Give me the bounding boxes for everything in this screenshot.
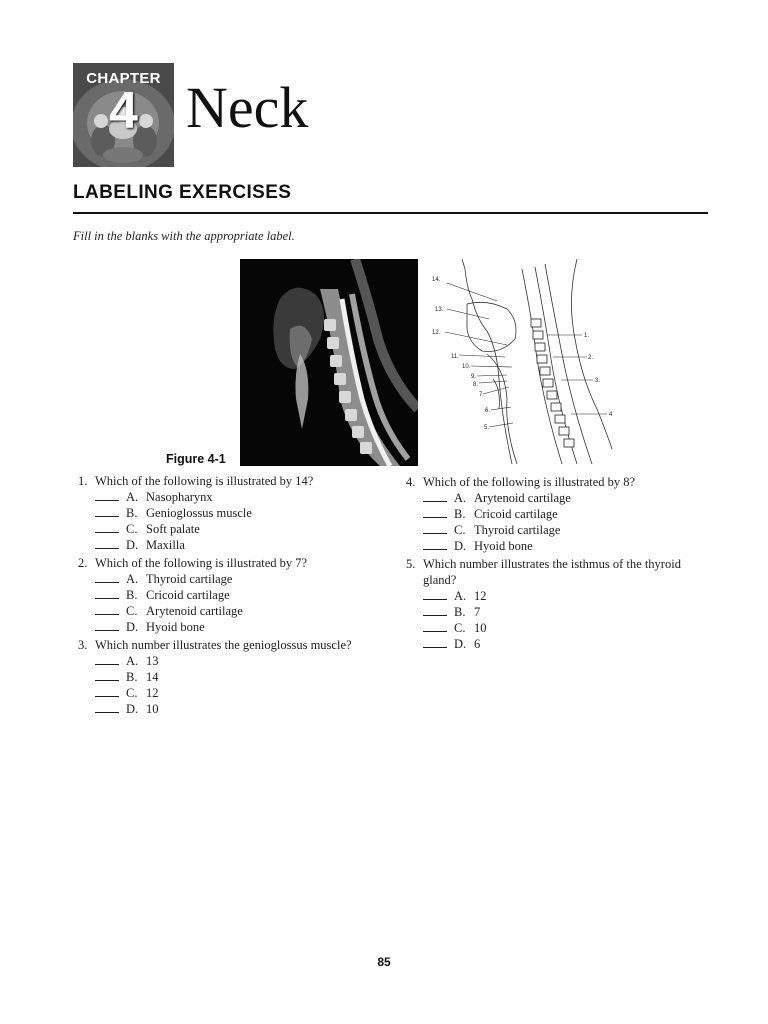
figure-caption: Figure 4-1 xyxy=(166,452,226,466)
questions-right-column xyxy=(406,474,711,654)
answer-option xyxy=(95,505,378,521)
answer-option xyxy=(423,620,711,636)
option-letter: D. xyxy=(454,539,467,553)
answer-blank[interactable] xyxy=(95,619,119,631)
neck-anatomy-diagram xyxy=(427,259,617,469)
answer-option xyxy=(423,522,711,538)
answer-blank[interactable] xyxy=(423,588,447,600)
diagram-label-7: 7. xyxy=(479,392,485,398)
answer-blank[interactable] xyxy=(423,490,447,502)
option-letter: A. xyxy=(454,589,467,603)
option-text: Cricoid cartilage xyxy=(474,507,558,521)
diagram-label-13: 13. xyxy=(435,307,444,313)
option-text: 7 xyxy=(474,605,481,619)
answer-option xyxy=(95,571,378,587)
option-letter: C. xyxy=(126,686,138,700)
answer-option xyxy=(95,685,378,701)
answer-blank[interactable] xyxy=(423,636,447,648)
questions-left-column xyxy=(78,473,378,719)
option-text: Maxilla xyxy=(146,538,185,552)
question-number: 3. xyxy=(78,638,88,652)
answer-option xyxy=(95,653,378,669)
option-letter: D. xyxy=(126,538,139,552)
question-number: 5. xyxy=(406,557,416,571)
answer-option xyxy=(423,604,711,620)
option-text: 10 xyxy=(474,621,487,635)
answer-blank[interactable] xyxy=(423,538,447,550)
answer-blank[interactable] xyxy=(95,571,119,583)
option-text: 13 xyxy=(146,654,159,668)
answer-blank[interactable] xyxy=(95,537,119,549)
question-text: Which of the following is illustrated by 14? xyxy=(95,474,314,488)
question-text: Which of the following is illustrated by 8? xyxy=(423,475,636,489)
answer-option xyxy=(95,603,378,619)
question-2 xyxy=(78,555,378,635)
answer-option xyxy=(423,490,711,506)
diagram-label-11: 11. xyxy=(451,354,459,360)
answer-option xyxy=(95,619,378,635)
option-letter: B. xyxy=(454,605,466,619)
question-5 xyxy=(406,556,711,652)
option-letter: D. xyxy=(454,637,467,651)
option-text: 12 xyxy=(146,686,159,700)
option-text: Genioglossus muscle xyxy=(146,506,252,520)
diagram-label-14: 14. xyxy=(432,277,441,283)
option-text: 14 xyxy=(146,670,159,684)
answer-option xyxy=(95,489,378,505)
option-text: Hyoid bone xyxy=(474,539,533,553)
option-letter: A. xyxy=(454,491,467,505)
instructions-text: Fill in the blanks with the appropriate label. xyxy=(73,229,295,243)
option-letter: A. xyxy=(126,572,139,586)
answer-option xyxy=(423,538,711,554)
option-letter: D. xyxy=(126,702,139,716)
diagram-label-1: 1. xyxy=(584,333,590,339)
diagram-label-4: 4 xyxy=(609,412,613,418)
answer-blank[interactable] xyxy=(423,604,447,616)
answer-blank[interactable] xyxy=(95,669,119,681)
heading-divider xyxy=(73,212,708,214)
option-letter: B. xyxy=(126,670,138,684)
chapter-label: CHAPTER xyxy=(86,70,161,87)
option-letter: C. xyxy=(454,523,466,537)
answer-option xyxy=(95,669,378,685)
option-text: Arytenoid cartilage xyxy=(146,604,243,618)
answer-blank[interactable] xyxy=(95,505,119,517)
question-4 xyxy=(406,474,711,554)
question-1 xyxy=(78,473,378,553)
option-text: Soft palate xyxy=(146,522,200,536)
option-letter: B. xyxy=(454,507,466,521)
answer-blank[interactable] xyxy=(95,489,119,501)
question-text: Which number illustrates the genioglossus muscle? xyxy=(95,638,352,652)
diagram-label-6: 6. xyxy=(485,408,491,414)
mri-sagittal-image xyxy=(240,259,418,466)
question-number: 1. xyxy=(78,474,88,488)
chapter-title: Neck xyxy=(186,75,309,140)
answer-option xyxy=(95,701,378,717)
diagram-label-5: 5. xyxy=(484,425,490,431)
option-letter: C. xyxy=(454,621,466,635)
option-letter: A. xyxy=(126,654,139,668)
option-letter: B. xyxy=(126,506,138,520)
diagram-label-8: 8. xyxy=(473,382,479,388)
question-text: Which of the following is illustrated by 7? xyxy=(95,556,308,570)
question-text: Which number illustrates the isthmus of the thyroid gland? xyxy=(423,557,681,587)
diagram-label-12: 12. xyxy=(432,330,441,336)
option-letter: D. xyxy=(126,620,139,634)
page-number: 85 xyxy=(377,955,391,969)
option-text: Thyroid cartilage xyxy=(474,523,561,537)
answer-option xyxy=(95,587,378,603)
option-text: Hyoid bone xyxy=(146,620,205,634)
option-text: 6 xyxy=(474,637,481,651)
answer-option xyxy=(423,636,711,652)
chapter-badge xyxy=(73,63,174,167)
chapter-number: 4 xyxy=(109,82,138,140)
option-text: 10 xyxy=(146,702,159,716)
diagram-label-10: 10. xyxy=(462,364,471,370)
diagram-label-9: 9. xyxy=(471,374,477,380)
option-letter: A. xyxy=(126,490,139,504)
diagram-label-2: 2. xyxy=(588,355,594,361)
answer-option xyxy=(423,588,711,604)
question-number: 2. xyxy=(78,556,88,570)
option-text: Thyroid cartilage xyxy=(146,572,233,586)
option-text: Arytenoid cartilage xyxy=(474,491,571,505)
answer-blank[interactable] xyxy=(95,701,119,713)
option-text: Cricoid cartilage xyxy=(146,588,230,602)
answer-option xyxy=(95,537,378,553)
answer-blank[interactable] xyxy=(423,620,447,632)
diagram-label-3: 3. xyxy=(595,378,601,384)
option-text: 12 xyxy=(474,589,487,603)
answer-blank[interactable] xyxy=(95,603,119,615)
option-letter: B. xyxy=(126,588,138,602)
question-number: 4. xyxy=(406,475,416,489)
answer-blank[interactable] xyxy=(423,522,447,534)
answer-blank[interactable] xyxy=(95,653,119,665)
section-heading: LABELING EXERCISES xyxy=(73,182,292,203)
answer-option xyxy=(423,506,711,522)
answer-blank[interactable] xyxy=(95,521,119,533)
answer-blank[interactable] xyxy=(423,506,447,518)
option-letter: C. xyxy=(126,604,138,618)
answer-blank[interactable] xyxy=(95,587,119,599)
answer-option xyxy=(95,521,378,537)
answer-blank[interactable] xyxy=(95,685,119,697)
option-letter: C. xyxy=(126,522,138,536)
question-3 xyxy=(78,637,378,717)
option-text: Nasopharynx xyxy=(146,490,213,504)
